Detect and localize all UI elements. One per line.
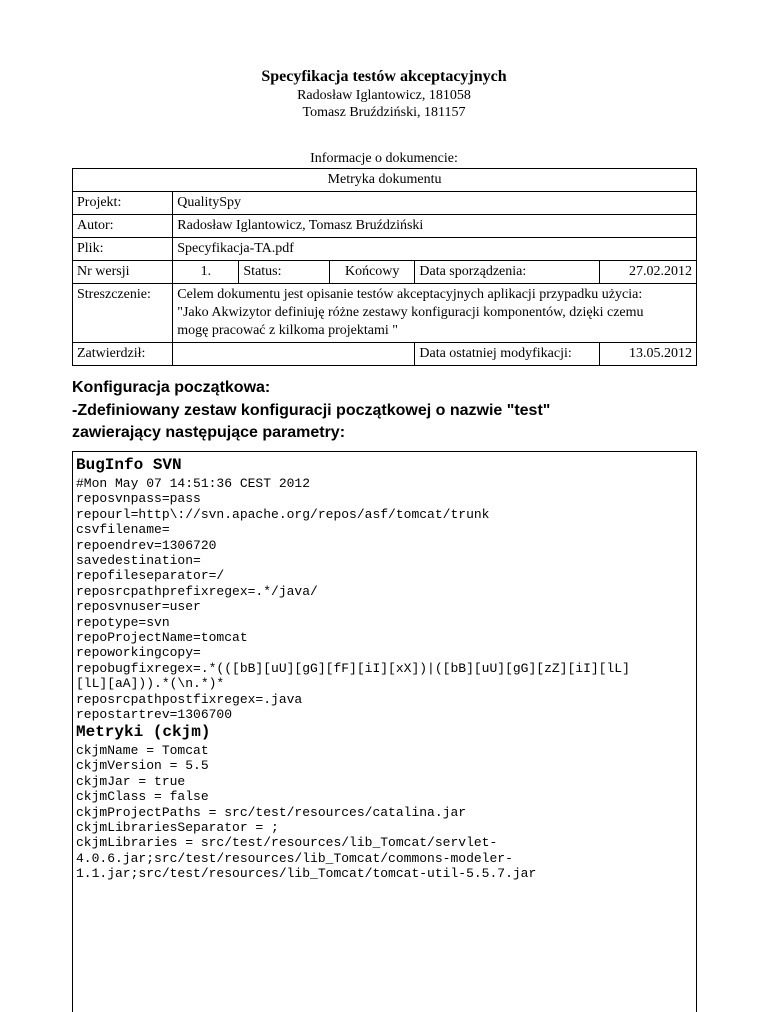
document-title: Specyfikacja testów akceptacyjnych (261, 68, 507, 85)
code-line: repobugfixregex=.*(([bB][uU][gG][fF][iI][xX])|([bB][uU][gG][zZ][iI][lL] (76, 660, 630, 676)
code-line: repofileseparator=/ (76, 568, 225, 584)
code-line: ckjmJar = true (76, 773, 186, 789)
code-line: repourl=http\://svn.apache.org/repos/asf/tomcat/trunk (76, 506, 490, 522)
buginfo-svn-config (76, 476, 630, 723)
summary-line: "Jako Akwizytor definiuję różne zestawy konfiguracji komponentów, dzięki czemu (177, 305, 644, 320)
status-label: Status: (239, 261, 330, 284)
summary-line: Celem dokumentu jest opisanie testów akceptacyjnych aplikacji przypadku użycia: (177, 287, 643, 302)
table-title: Metryka dokumentu (73, 169, 697, 192)
info-caption: Informacje o dokumencie: (310, 151, 458, 166)
code-line: ckjmClass = false (76, 789, 209, 805)
file-label: Plik: (73, 238, 173, 261)
section-heading: zawierający następujące parametry: (72, 424, 346, 441)
code-line: reposvnuser=user (76, 599, 201, 615)
summary-value (173, 284, 697, 343)
project-value: QualitySpy (173, 192, 697, 215)
section-heading: -Zdefiniowany zestaw konfiguracji początkowej o nazwie "test" (72, 402, 551, 419)
author-line: Tomasz Bruździński, 181157 (302, 105, 466, 120)
metrics-ckjm-config (76, 743, 536, 882)
code-line: 1.1.jar;src/test/resources/lib_Tomcat/tomcat-util-5.5.7.jar (76, 866, 537, 882)
buginfo-svn-title: BugInfo SVN (76, 456, 182, 474)
document-metadata-table (72, 168, 697, 366)
version-label: Nr wersji (73, 261, 173, 284)
code-line: repoworkingcopy= (76, 645, 201, 661)
status-value: Końcowy (330, 261, 415, 284)
modified-date-value: 13.05.2012 (599, 343, 696, 366)
code-line: ckjmName = Tomcat (76, 743, 209, 758)
code-line: reposvnpass=pass (76, 491, 201, 507)
code-line: [lL][aA])).*(\n.*)* (76, 676, 225, 692)
code-line: repotype=svn (76, 614, 170, 630)
author-label: Autor: (73, 215, 173, 238)
code-line: repoProjectName=tomcat (76, 630, 248, 646)
code-line: reposrcpathprefixregex=.*/java/ (76, 583, 318, 599)
metrics-ckjm-title: Metryki (ckjm) (76, 723, 211, 741)
author-line: Radosław Iglantowicz, 181058 (297, 88, 471, 103)
summary-line: mogę pracować z kilkoma projektami " (177, 323, 398, 338)
version-value: 1. (173, 261, 239, 284)
code-line: 4.0.6.jar;src/test/resources/lib_Tomcat/commons-modeler- (76, 850, 513, 866)
code-line: #Mon May 07 14:51:36 CEST 2012 (76, 476, 311, 491)
section-heading: Konfiguracja początkowa: (72, 379, 271, 396)
created-date-label: Data sporządzenia: (415, 261, 600, 284)
summary-label: Streszczenie: (73, 284, 173, 343)
author-value: Radosław Iglantowicz, Tomasz Bruździński (173, 215, 697, 238)
approved-label: Zatwierdził: (73, 343, 173, 366)
code-line: ckjmVersion = 5.5 (76, 758, 209, 774)
code-line: savedestination= (76, 553, 201, 569)
code-line: ckjmLibrariesSeparator = ; (76, 820, 279, 836)
code-line: ckjmLibraries = src/test/resources/lib_Tomcat/servlet- (76, 835, 498, 851)
project-label: Projekt: (73, 192, 173, 215)
code-line: csvfilename= (76, 522, 170, 538)
code-line: repoendrev=1306720 (76, 537, 217, 553)
code-line: repostartrev=1306700 (76, 707, 233, 723)
created-date-value: 27.02.2012 (599, 261, 696, 284)
modified-date-label: Data ostatniej modyfikacji: (415, 343, 600, 366)
approved-value (173, 343, 415, 366)
file-value: Specyfikacja-TA.pdf (173, 238, 697, 261)
code-line: ckjmProjectPaths = src/test/resources/catalina.jar (76, 804, 467, 820)
code-line: reposrcpathpostfixregex=.java (76, 691, 303, 707)
